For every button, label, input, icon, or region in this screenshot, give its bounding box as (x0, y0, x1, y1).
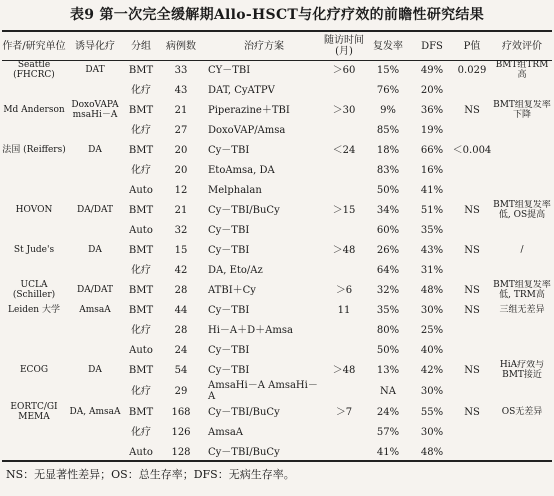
table-cell: Cy－TBI (208, 304, 250, 316)
results-table (2, 32, 552, 462)
table-cell: 43% (420, 244, 444, 256)
table-cell: 83% (376, 164, 400, 176)
table-cell: OS无差异 (501, 407, 543, 417)
column-header: 复发率 (373, 40, 403, 52)
table-cell (452, 220, 492, 240)
table-cell: BMT (128, 406, 154, 418)
table-cell: ＞15 (332, 204, 356, 216)
table-cell: 24 (174, 344, 188, 356)
table-cell: 20% (420, 84, 444, 96)
column-header: 分组 (131, 40, 151, 52)
table-cell: 三组无差异 (499, 305, 545, 315)
table-cell (452, 160, 492, 180)
table-cell: 50% (376, 344, 400, 356)
table-cell: NS (464, 104, 480, 116)
table-row (2, 320, 552, 340)
table-cell: 15 (174, 244, 188, 256)
table-cell: 42 (174, 264, 188, 276)
table-cell: ＞7 (335, 406, 353, 418)
table-cell: Auto (129, 224, 153, 236)
table-row (2, 100, 552, 120)
table-cell: 20 (174, 164, 188, 176)
table-cell: BMT (128, 204, 154, 216)
table-cell (492, 120, 552, 140)
table-cell: Cy－TBI (208, 144, 250, 156)
table-cell: Auto (129, 344, 153, 356)
table-cell: 19% (420, 124, 444, 136)
table-cell: 85% (376, 124, 400, 136)
table-row (2, 300, 552, 320)
table-cell: HOVON (15, 205, 53, 215)
table-cell (66, 160, 124, 180)
table-cell: 44 (174, 304, 188, 316)
table-cell: DA/DAT (77, 205, 113, 215)
table-cell: Cy－TBI (208, 344, 250, 356)
table-cell: UCLA (Schiller) (12, 280, 56, 300)
table-cell: ＞30 (332, 104, 356, 116)
table-title: 表9 第一次完全缓解期Allo-HSCT与化疗疗效的前瞻性研究结果 (69, 7, 485, 23)
table-cell: NA (380, 385, 396, 397)
table-cell: 28 (174, 284, 188, 296)
table-cell: BMT组复发率低, OS提高 (493, 200, 551, 220)
table-cell (2, 260, 66, 280)
table-cell: 50% (376, 184, 400, 196)
table-cell: 13% (376, 364, 400, 376)
table-cell (492, 160, 552, 180)
table-cell (66, 80, 124, 100)
table-cell: 21 (174, 204, 188, 216)
table-cell (2, 320, 66, 340)
table-cell: 43 (174, 84, 188, 96)
table-cell: 30% (420, 385, 444, 397)
table-cell: BMT (128, 144, 154, 156)
table-cell (492, 140, 552, 160)
table-row (2, 140, 552, 160)
table-cell: Piperazine＋TBI (208, 104, 290, 116)
table-cell: NS (464, 406, 480, 418)
table-cell: 11 (337, 304, 351, 316)
table-cell: 41% (376, 446, 400, 458)
table-cell: ATBI＋Cy (208, 284, 256, 296)
table-cell: Cy－TBI (208, 244, 250, 256)
table-cell: BMT (128, 304, 154, 316)
table-cell: Hi－A＋D＋Amsa (208, 324, 293, 336)
table-cell: DA, Eto/Az (208, 264, 263, 276)
table-row (2, 120, 552, 140)
table-cell: Melphalan (208, 184, 262, 196)
table-cell: 32 (174, 224, 188, 236)
table-cell: Cy－TBI (208, 364, 250, 376)
table-cell (452, 380, 492, 402)
table-cell (492, 422, 552, 442)
table-cell: 化疗 (131, 426, 151, 438)
table-cell: CY－TBI (208, 64, 251, 76)
table-cell: HiA疗效与BMT接近 (499, 360, 545, 380)
table-cell: Cy－TBI/BuCy (208, 204, 280, 216)
table-cell: DoxoVAP/Amsa (208, 124, 286, 136)
table-cell: AmsaHi－A AmsaHi－A (208, 380, 318, 402)
table-cell (66, 380, 124, 402)
table-cell: Auto (129, 446, 153, 458)
table-cell: DoxoVAPA msaHi－A (71, 100, 119, 120)
table-cell: 化疗 (131, 84, 151, 96)
table-cell: 33 (174, 64, 188, 76)
table-row (2, 220, 552, 240)
table-cell: DA/DAT (77, 285, 113, 295)
table-cell (492, 260, 552, 280)
table-cell: EtoAmsa, DA (208, 164, 275, 176)
table-row (2, 380, 552, 402)
column-header: 作者/研究单位 (2, 40, 66, 52)
table-cell: 26% (376, 244, 400, 256)
table-cell (66, 260, 124, 280)
table-cell: 25% (420, 324, 444, 336)
column-header: DFS (421, 40, 443, 52)
table-cell: 35% (420, 224, 444, 236)
table-cell: NS (464, 364, 480, 376)
table-cell: 34% (376, 204, 400, 216)
table-cell: 20 (174, 144, 188, 156)
table-cell: BMT (128, 104, 154, 116)
table-cell: ＞48 (332, 244, 356, 256)
table-row (2, 60, 552, 80)
table-row (2, 340, 552, 360)
table-cell: 21 (174, 104, 188, 116)
table-row (2, 80, 552, 100)
table-cell: 54 (174, 364, 188, 376)
table-cell: 66% (420, 144, 444, 156)
table-cell: 30% (420, 426, 444, 438)
table-cell: 15% (376, 64, 400, 76)
table-cell: 化疗 (131, 124, 151, 136)
table-cell (452, 260, 492, 280)
table-cell (492, 220, 552, 240)
table-cell: 法国 (Reiffers) (2, 145, 66, 155)
table-cell (452, 180, 492, 200)
table-cell (324, 260, 364, 280)
table-cell (324, 80, 364, 100)
footnote: NS：无显著性差异；OS：总生存率；DFS：无病生存率。 (6, 468, 295, 481)
table-cell: ＞6 (335, 284, 353, 296)
table-cell (324, 422, 364, 442)
table-cell: DAT, CyATPV (208, 84, 275, 96)
table-cell: 化疗 (131, 164, 151, 176)
results-table-wrap (2, 30, 552, 462)
table-cell: ＜24 (332, 144, 356, 156)
table-cell: BMT组TRM高 (495, 60, 549, 80)
table-cell: 化疗 (131, 385, 151, 397)
table-row (2, 280, 552, 300)
table-cell: 55% (420, 406, 444, 418)
table-cell (452, 340, 492, 360)
table-cell: Cy－TBI/BuCy (208, 446, 280, 458)
table-cell: 80% (376, 324, 400, 336)
table-cell: 64% (376, 264, 400, 276)
table-cell: 40% (420, 344, 444, 356)
table-cell: 27 (174, 124, 188, 136)
table-cell (324, 380, 364, 402)
table-cell: 化疗 (131, 264, 151, 276)
table-cell (324, 442, 364, 462)
table-cell (452, 442, 492, 462)
table-cell: BMT组复发率低, TRM高 (493, 280, 551, 300)
column-header: P值 (463, 40, 481, 52)
table-cell (2, 160, 66, 180)
table-cell: 76% (376, 84, 400, 96)
table-cell: AmsaA (79, 305, 111, 315)
table-row (2, 442, 552, 462)
column-header: 随访时间(月) (324, 35, 364, 57)
table-cell: 36% (420, 104, 444, 116)
table-cell (492, 80, 552, 100)
table-cell (2, 180, 66, 200)
table-cell: NS (464, 304, 480, 316)
table-cell: DA (88, 145, 102, 155)
table-row (2, 422, 552, 442)
table-cell: 28 (174, 324, 188, 336)
table-cell: 12 (174, 184, 188, 196)
table-cell: 126 (171, 426, 191, 438)
table-cell: ＞60 (332, 64, 356, 76)
table-cell (2, 340, 66, 360)
table-cell (452, 120, 492, 140)
table-row (2, 180, 552, 200)
table-cell: 9% (380, 104, 396, 116)
table-cell (452, 320, 492, 340)
table-cell (66, 422, 124, 442)
table-cell: EORTC/GI MEMA (10, 402, 58, 422)
table-cell: 48% (420, 446, 444, 458)
table-cell: DA (88, 245, 102, 255)
table-cell (2, 442, 66, 462)
table-cell (2, 220, 66, 240)
table-row (2, 160, 552, 180)
header-row (2, 32, 552, 60)
column-header: 治疗方案 (244, 40, 284, 52)
table-cell (2, 422, 66, 442)
table-cell (492, 380, 552, 402)
column-header: 疗效评价 (502, 40, 542, 52)
table-cell: BMT (128, 284, 154, 296)
table-cell: DAT (85, 65, 105, 75)
table-cell: NS (464, 284, 480, 296)
table-cell: AmsaA (208, 426, 244, 438)
table-cell: ECOG (19, 365, 49, 375)
table-cell (452, 80, 492, 100)
table-cell (452, 422, 492, 442)
table-cell: NS (464, 204, 480, 216)
table-cell: 化疗 (131, 324, 151, 336)
table-cell (66, 180, 124, 200)
table-cell (2, 380, 66, 402)
table-cell (2, 120, 66, 140)
table-cell: BMT组复发率下降 (493, 100, 551, 120)
table-row (2, 360, 552, 380)
table-cell: BMT (128, 364, 154, 376)
table-cell (492, 180, 552, 200)
table-cell: 42% (420, 364, 444, 376)
table-cell (66, 442, 124, 462)
table-cell: ＞48 (332, 364, 356, 376)
table-cell (324, 160, 364, 180)
table-cell: 0.029 (457, 64, 487, 76)
table-cell: BMT (128, 244, 154, 256)
table-row (2, 260, 552, 280)
table-cell: 30% (420, 304, 444, 316)
table-cell: BMT (128, 64, 154, 76)
table-cell: Cy－TBI (208, 224, 250, 236)
table-cell: ＜0.004 (452, 144, 492, 156)
table-cell: 16% (420, 164, 444, 176)
table-cell: 24% (376, 406, 400, 418)
table-cell (66, 120, 124, 140)
table-cell (492, 442, 552, 462)
table-cell: 35% (376, 304, 400, 316)
table-cell: 60% (376, 224, 400, 236)
table-cell: St Jude's (13, 245, 55, 255)
table-cell (324, 120, 364, 140)
table-row (2, 200, 552, 220)
table-cell: DA (88, 365, 102, 375)
table-cell: 49% (420, 64, 444, 76)
table-cell (324, 220, 364, 240)
table-cell: Cy－TBI/BuCy (208, 406, 280, 418)
column-header: 诱导化疗 (75, 40, 115, 52)
table-cell: Auto (129, 184, 153, 196)
table-cell: / (520, 245, 524, 255)
table-cell: 29 (174, 385, 188, 397)
table-cell: 31% (420, 264, 444, 276)
table-cell: Seattle (FHCRC) (13, 60, 55, 80)
table-cell: 32% (376, 284, 400, 296)
table-body (2, 60, 552, 462)
table-cell (324, 320, 364, 340)
table-cell (492, 320, 552, 340)
table-cell: 18% (376, 144, 400, 156)
table-cell (2, 80, 66, 100)
table-cell: Md Anderson (3, 105, 65, 115)
table-cell: NS (464, 244, 480, 256)
table-cell: 51% (420, 204, 444, 216)
table-cell: 168 (171, 406, 191, 418)
table-cell: 48% (420, 284, 444, 296)
table-cell (66, 220, 124, 240)
table-cell (66, 320, 124, 340)
table-cell: 41% (420, 184, 444, 196)
table-cell: 128 (171, 446, 191, 458)
table-cell (492, 340, 552, 360)
table-cell: DA, AmsaA (69, 407, 121, 417)
table-cell (66, 340, 124, 360)
table-cell: Leiden 大学 (8, 305, 60, 315)
table-cell: 57% (376, 426, 400, 438)
table-row (2, 240, 552, 260)
column-header: 病例数 (166, 40, 196, 52)
table-cell (324, 180, 364, 200)
table-cell (324, 340, 364, 360)
table-row (2, 402, 552, 422)
